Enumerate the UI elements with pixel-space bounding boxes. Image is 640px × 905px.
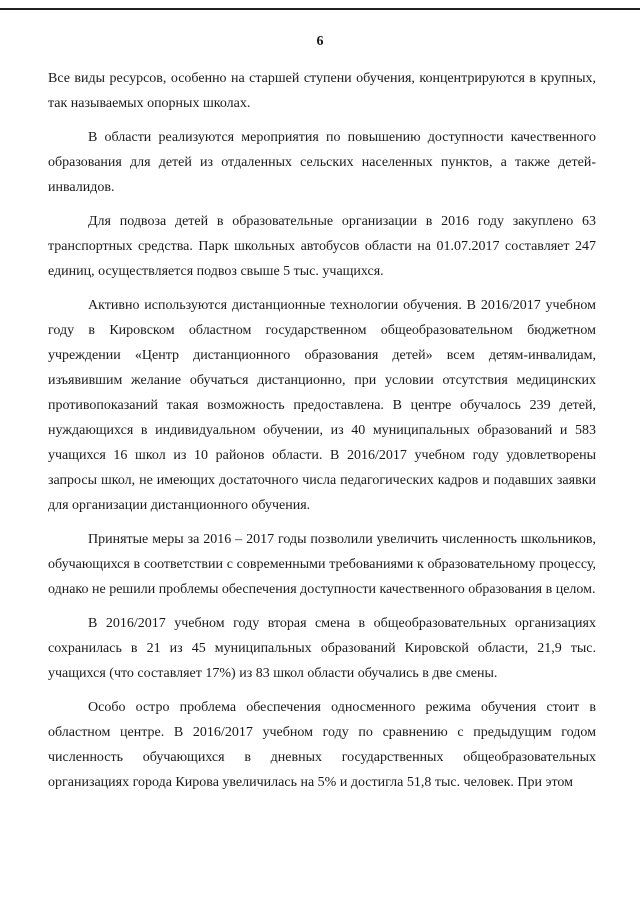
paragraph-6: В 2016/2017 учебном году вторая смена в общеобразовательных организациях сохранилась в 21 из 45 муниципальных образований Кировской области, 21,9 тыс. учащихся (что составляет 17%) из 83 школ области обучались в две смены. [48,616,596,681]
paragraph-3: Для подвоза детей в образовательные организации в 2016 году закуплено 63 транспортных средства. Парк школьных автобусов области на 01.07.2017 составляет 247 единиц, осуществляется подвоз свыше 5 тыс. учащихся. [48,214,596,279]
paragraph-1: Все виды ресурсов, особенно на старшей ступени обучения, концентрируются в крупных, так называемых опорных школах. [48,71,596,111]
paragraph-5: Принятые меры за 2016 – 2017 годы позволили увеличить численность школьников, обучающихся в соответствии с современными требованиями к образовательному процессу, однако не решили проблемы обеспечения доступности качественного образования в целом. [48,532,596,597]
paragraph-4: Активно используются дистанционные технологии обучения. В 2016/2017 учебном году в Кировском областном государственном общеобразовательном бюджетном учреждении «Центр дистанционного образования детей» всем детям-инвалидам, изъявившим желание обучаться дистанционно, при условии отсутствия медицинских противопоказаний такая возможность предоставлена. В центре обучалось 239 детей, нуждающихся в индивидуальном обучении, из 40 муниципальных образований и 583 учащихся 16 школ из 10 районов области. В 2016/2017 учебном году удовлетворены запросы школ, не имеющих достаточного числа педагогических кадров и подавших заявки для организации дистанционного обучения. [48,298,596,513]
page-top-border [0,8,640,10]
paragraph-2: В области реализуются мероприятия по повышению доступности качественного образования для детей из отдаленных сельских населенных пунктов, а также детей-инвалидов. [48,130,596,195]
document-body [48,66,596,795]
paragraph-7: Особо остро проблема обеспечения односменного режима обучения стоит в областном центре. В 2016/2017 учебном году по сравнению с предыдущим годом численность обучающихся в дневных государственных общеобразовательных организациях города Кирова увеличилась на 5% и достигла 51,8 тыс. человек. При этом [48,700,596,790]
page-number: 6 [316,34,324,49]
